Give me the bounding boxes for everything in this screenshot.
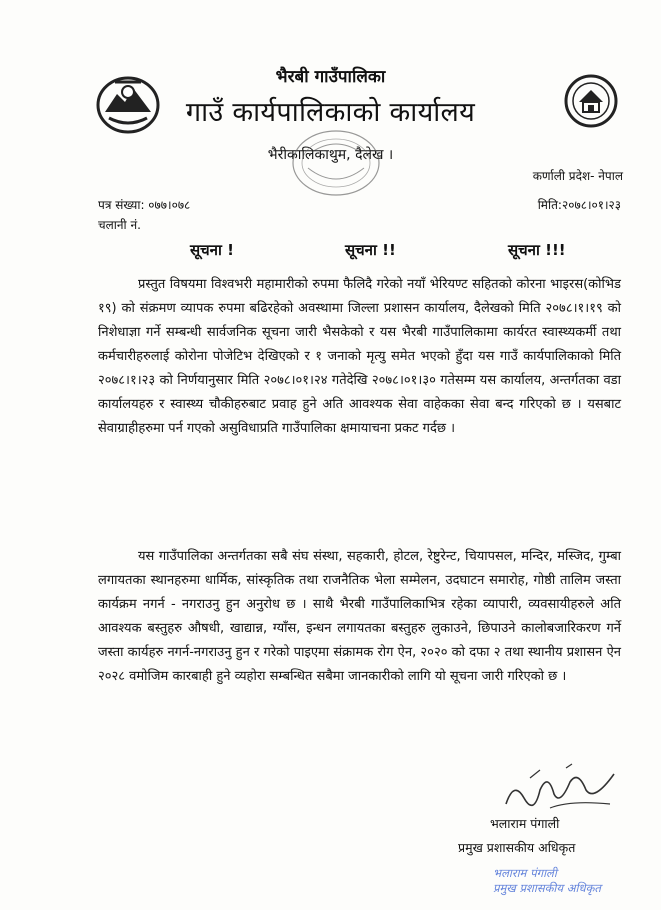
notice-heading-3: सूचना !!! [508,241,566,259]
handwritten-signature-icon [500,760,620,816]
office-title: गाउँ कार्यपालिकाको कार्यालय [185,97,476,128]
province-label: कर्णाली प्रदेश- नेपाल [532,169,623,183]
body-paragraph-1: प्रस्तुत विषयमा विश्वभरी महामारीको रुपमा फैलिदै गरेको नयाँ भेरियण्ट सहितको कोरना भाइरस(कोभिड १९) को संक्रमण व्यापक रुपमा बढिरहेको अवस्थामा जिल्ला प्रशासन कार्यालय, दैलेखको मिति २०७८।१।१९ को निशेधाज्ञा गर्ने सम्बन्धी सार्वजनिक सूचना जारी भैसकेको र यस भैरबी गाउँपालिकामा कार्यरत स्वास्थ्यकर्मी तथा कर्मचारीहरुलाई कोरोना पोजेटिभ देखिएको र १ जनाको मृत्यु समेत भएको हुँदा यस गाउँ कार्यपालिकाको मिति २०७८।१।२३ को निर्णयानुसार मिति २०७८।०१।२४ गतेदेखि २०७८।०१।३० गतेसम्म यस कार्यालय, अन्तर्गतका वडा कार्यालयहरु र स्वास्थ्य चौकीहरुबाट प्रवाह हुने अति आवश्यक सेवा वाहेकका सेवा बन्द गरिएको छ । यसबाट सेवाग्राहीहरुमा पर्न गएको असुविधाप्रति गाउँपालिका क्षमायाचना प्रकट गर्दछ । [98,277,621,436]
office-address: भैरीकालिकाथुम, दैलेख । [267,147,394,163]
signatory-seal [493,866,601,896]
office-stamp-icon [290,128,382,198]
seal-title: प्रमुख प्रशासकीय अधिकृत [493,881,601,895]
dispatch-number: चलानी नं. [98,218,141,232]
signatory-title: प्रमुख प्रशासकीय अधिकृत [458,840,576,855]
letter-date: मिति:२०७८।०१।२३ [537,198,621,212]
municipality-name: भैरबी गाउँपालिका [275,67,386,87]
seal-name: भलाराम पंगाली [493,866,557,880]
notice-heading-1: सूचना ! [190,241,234,259]
signatory-name: भलाराम पंगाली [490,816,560,831]
notice-heading-2: सूचना !! [345,241,396,259]
reference-number: पत्र संख्या: ०७७।०७८ [98,198,191,212]
body-paragraph-2: यस गाउँपालिका अन्तर्गतका सबै संघ संस्था, सहकारी, होटल, रेष्टुरेन्ट, चियापसल, मन्दिर, मस्जिद, गुम्बा लगायतका स्थानहरुमा धार्मिक, सांस्कृतिक तथा राजनैतिक भेला सम्मेलन, उदघाटन समारोह, गोष्ठी तालिम जस्ता कार्यक्रम नगर्न - नगराउनु हुन अनुरोध छ । साथै भैरबी गाउँपालिकाभित्र रहेका व्यापारी, व्यवसायीहरुले अति आवश्यक बस्तुहरु औषधी, खाद्यान्न, ग्याँस, इन्धन लगायतका बस्तुहरु लुकाउने, छिपाउने कालोबजारिकरण गर्ने जस्ता कार्यहरु नगर्न-नगराउनु हुन र गरेको पाइएमा संक्रामक रोग ऐन, २०२० को दफा २ तथा स्थानीय प्रशासन ऐन २०२८ वमोजिम कारबाही हुने व्यहोरा सम्बन्धित सबैमा जानकारीको लागि यो सूचना जारी गरिएको छ । [98,549,621,684]
